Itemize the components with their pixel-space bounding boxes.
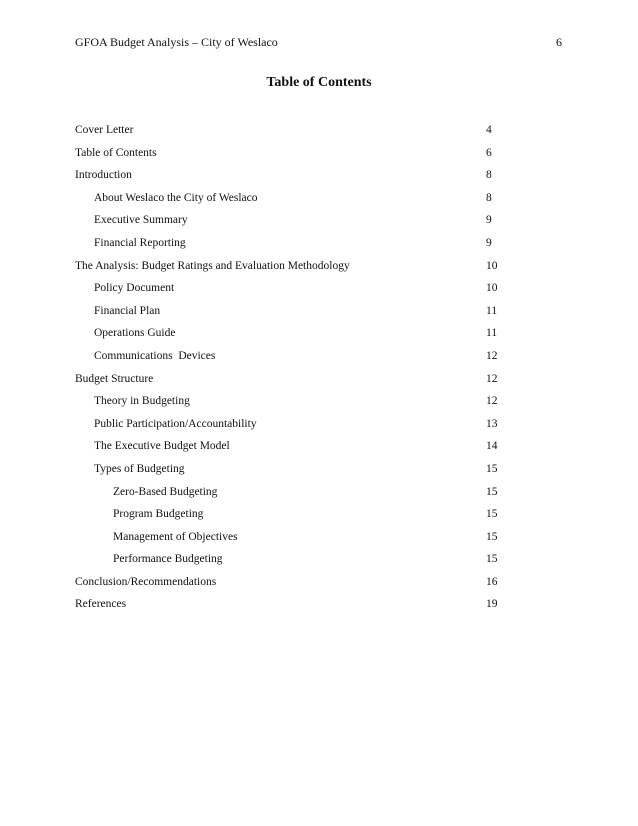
toc-entry-page: 9 bbox=[486, 214, 492, 227]
toc-entry-title: Executive Summary bbox=[94, 214, 188, 227]
toc-entry-title: Program Budgeting bbox=[113, 508, 204, 521]
toc-entry-title: Operations Guide bbox=[94, 327, 176, 340]
toc-entry-title: Communications Devices bbox=[94, 349, 216, 362]
toc-entry-page: 15 bbox=[486, 462, 498, 475]
toc-entry-zero-based-budgeting[interactable] bbox=[0, 484, 638, 507]
toc-entry-page: 10 bbox=[486, 282, 498, 295]
toc-entry-page: 12 bbox=[486, 372, 498, 385]
toc-entry-title: Table of Contents bbox=[75, 146, 157, 159]
toc-list bbox=[0, 122, 638, 619]
toc-entry-page: 13 bbox=[486, 417, 498, 430]
toc-entry-title: Cover Letter bbox=[75, 124, 134, 136]
toc-entry-financial-reporting[interactable] bbox=[0, 235, 638, 258]
toc-entry-title: Types of Budgeting bbox=[94, 462, 185, 475]
toc-entry-operations-guide[interactable] bbox=[0, 325, 638, 348]
toc-entry-title: The Executive Budget Model bbox=[94, 440, 230, 453]
toc-entry-title: Zero-Based Budgeting bbox=[113, 485, 218, 498]
toc-entry-financial-plan[interactable] bbox=[0, 303, 638, 326]
toc-entry-title: Conclusion/Recommendations bbox=[75, 575, 217, 588]
toc-entry-management-of-objectives[interactable] bbox=[0, 529, 638, 552]
toc-entry-conclusion-recommendations[interactable] bbox=[0, 574, 638, 597]
toc-entry-title: References bbox=[75, 598, 127, 611]
toc-entry-page: 11 bbox=[486, 327, 498, 340]
toc-entry-page: 15 bbox=[486, 530, 498, 543]
toc-entry-title: The Analysis: Budget Ratings and Evaluation Methodology bbox=[75, 259, 350, 272]
toc-entry-title: Theory in Budgeting bbox=[94, 395, 190, 408]
toc-entry-title: Budget Structure bbox=[75, 372, 154, 385]
toc-entry-budget-structure[interactable] bbox=[0, 371, 638, 394]
toc-entry-performance-budgeting[interactable] bbox=[0, 551, 638, 574]
toc-entry-types-of-budgeting[interactable] bbox=[0, 461, 638, 484]
toc-entry-page: 4 bbox=[486, 124, 492, 136]
toc-entry-executive-budget-model[interactable] bbox=[0, 438, 638, 461]
toc-entry-references[interactable] bbox=[0, 596, 638, 619]
toc-entry-page: 12 bbox=[486, 349, 498, 362]
toc-entry-about-weslaco[interactable] bbox=[0, 190, 638, 213]
toc-entry-title: Policy Document bbox=[94, 282, 175, 295]
toc-entry-page: 6 bbox=[486, 146, 492, 159]
toc-entry-theory-in-budgeting[interactable] bbox=[0, 393, 638, 416]
toc-entry-page: 11 bbox=[486, 304, 498, 317]
toc-entry-page: 8 bbox=[486, 191, 492, 204]
toc-entry-title: Public Participation/Accountability bbox=[94, 417, 257, 430]
toc-entry-page: 15 bbox=[486, 485, 498, 498]
running-header-title: GFOA Budget Analysis – City of Weslaco bbox=[75, 35, 278, 49]
toc-entry-executive-summary[interactable] bbox=[0, 212, 638, 235]
toc-entry-page: 14 bbox=[486, 440, 498, 453]
toc-entry-page: 19 bbox=[486, 598, 498, 611]
toc-entry-page: 12 bbox=[486, 395, 498, 408]
toc-entry-page: 8 bbox=[486, 169, 492, 182]
toc-entry-public-participation[interactable] bbox=[0, 416, 638, 439]
toc-entry-the-analysis[interactable] bbox=[0, 258, 638, 281]
toc-entry-title: Management of Objectives bbox=[113, 530, 238, 543]
toc-entry-page: 15 bbox=[486, 553, 498, 566]
toc-entry-page: 16 bbox=[486, 575, 498, 588]
toc-entry-title: Financial Reporting bbox=[94, 236, 186, 249]
toc-entry-table-of-contents[interactable] bbox=[0, 145, 638, 168]
toc-entry-cover-letter[interactable] bbox=[0, 122, 638, 145]
toc-heading: Table of Contents bbox=[266, 75, 372, 90]
toc-entry-introduction[interactable] bbox=[0, 167, 638, 190]
toc-entry-policy-document[interactable] bbox=[0, 280, 638, 303]
toc-entry-communications-devices[interactable] bbox=[0, 348, 638, 371]
toc-entry-page: 15 bbox=[486, 508, 498, 521]
toc-entry-page: 10 bbox=[486, 259, 498, 272]
toc-entry-title: Financial Plan bbox=[94, 304, 161, 317]
toc-entry-title: Introduction bbox=[75, 169, 132, 182]
toc-entry-page: 9 bbox=[486, 236, 492, 249]
toc-entry-program-budgeting[interactable] bbox=[0, 506, 638, 529]
toc-entry-title: Performance Budgeting bbox=[113, 553, 223, 566]
toc-entry-title: About Weslaco the City of Weslaco bbox=[94, 191, 258, 204]
page-number: 6 bbox=[556, 35, 562, 49]
